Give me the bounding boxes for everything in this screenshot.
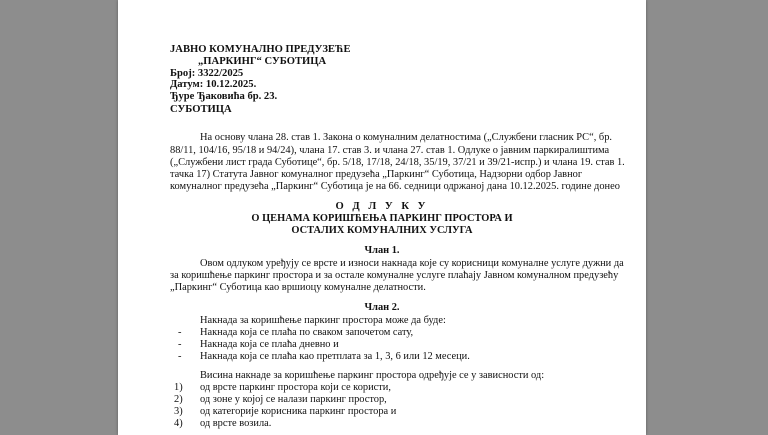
article-2-dash-item-3: Накнада која се плаћа као претплата за 1, 3, 6 или 12 месеци.	[200, 351, 470, 362]
org-city: СУБОТИЦА	[170, 104, 232, 115]
article-1-heading: Члан 1.	[364, 245, 400, 256]
preamble-line-3: („Службени лист града Суботице“, бр. 5/18, 17/18, 24/18, 35/19, 37/21 и 39/21-испр.) и члана 19. став 1.	[170, 157, 625, 168]
numbered-item-text: од категорије корисника паркинг простора и	[200, 406, 397, 417]
article-1-line-2: за коришћење паркинг простора и за остале комуналне услуге плаћају Јавном комуналном предузећу	[170, 270, 619, 281]
document-date: Датум: 10.12.2025.	[170, 79, 257, 90]
article-1-line-3: „Паркинг“ Суботица као вршиоцу комуналне делатности.	[170, 282, 426, 293]
preamble-line-4: тачка 17) Статута Јавног комуналног предузећа „Паркинг“ Суботица, Надзорни одбор Јавног	[170, 169, 583, 180]
numbered-item-marker: 4)	[174, 418, 183, 429]
numbered-item-text: од зоне у којој се налази паркинг простор,	[200, 394, 387, 405]
numbered-item-marker: 3)	[174, 406, 183, 417]
article-2-dash-item-1: Накнада која се плаћа по сваком започетом сату,	[200, 327, 414, 338]
numbered-item-text: од врсте паркинг простора који се користи,	[200, 382, 391, 393]
article-2-heading: Члан 2.	[364, 302, 400, 313]
numbered-item-marker: 2)	[174, 394, 183, 405]
article-1-line-1: Овом одлуком уређују се врсте и износи накнада које су корисници комуналне услуге дужни да	[200, 258, 624, 269]
decision-subtitle-1: О ЦЕНАМА КОРИШЋЕЊА ПАРКИНГ ПРОСТОРА И	[251, 213, 513, 224]
article-2-intro: Накнада за коришћење паркинг простора може да буде:	[200, 315, 446, 326]
article-2-intro-2: Висина накнаде за коришћење паркинг простора одређује се у зависности од:	[200, 370, 545, 381]
article-2-dash-item-2: Накнада која се плаћа дневно и	[200, 339, 339, 350]
decision-subtitle-2: ОСТАЛИХ КОМУНАЛНИХ УСЛУГА	[291, 225, 473, 236]
numbered-item-marker: 1)	[174, 382, 183, 393]
preamble-line-2: 88/11, 104/16, 95/18 и 94/24), члана 17. став 3. и члана 27. став 1. Одлуке о јавним паркиралиштима	[170, 145, 610, 156]
org-name-line1: ЈАВНО КОМУНАЛНО ПРЕДУЗЕЋЕ	[170, 44, 351, 55]
numbered-item-text: од врсте возила.	[200, 418, 272, 429]
org-address: Ђуре Ђаковића бр. 23.	[170, 91, 278, 102]
document-page	[118, 0, 646, 435]
document-number: Број: 3322/2025	[170, 68, 244, 79]
preamble-line-5: комуналног предузећа „Паркинг“ Суботица је на 66. седници одржаној дана 10.12.2025. године донео	[170, 181, 620, 192]
preamble-line-1: На основу члана 28. став 1. Закона о комуналним делатностима („Службени гласник РС“, бр.	[200, 132, 612, 143]
org-name-line2: „ПАРКИНГ“ СУБОТИЦА	[198, 56, 327, 67]
dash-bullet: -	[178, 327, 182, 338]
dash-bullet: -	[178, 351, 182, 362]
dash-bullet: -	[178, 339, 182, 350]
decision-title: О Д Л У К У	[335, 201, 429, 212]
